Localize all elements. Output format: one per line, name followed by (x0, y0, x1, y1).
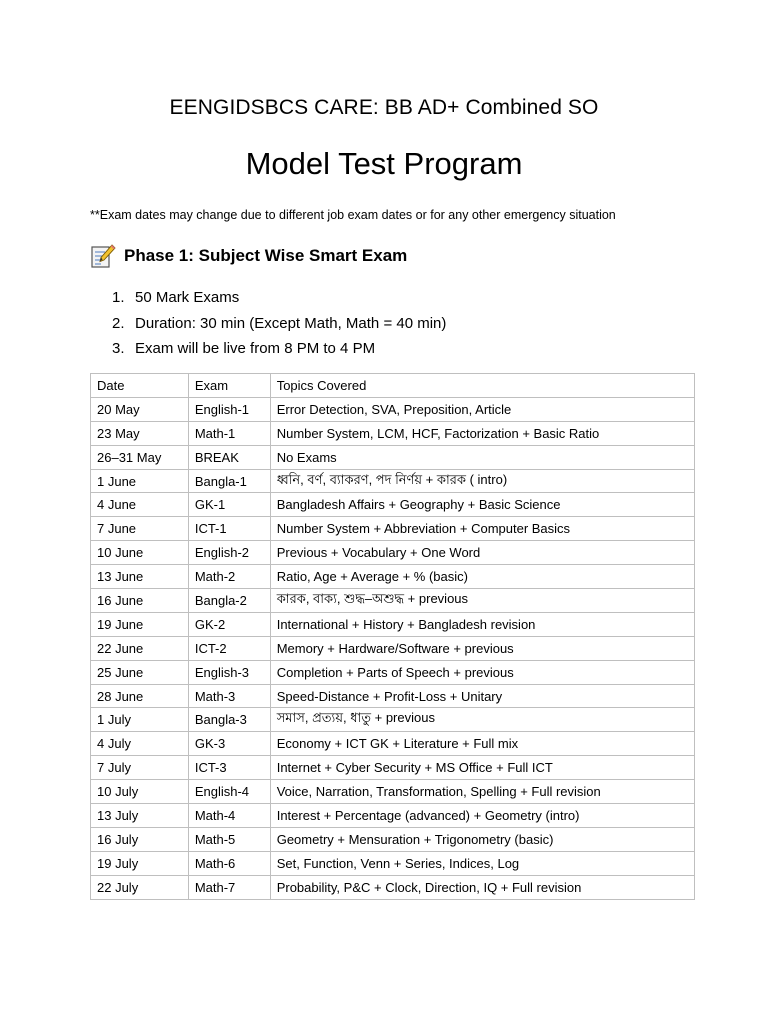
cell-topics: Geometry + Mensuration + Trigonometry (basic) (270, 827, 694, 851)
cell-date: 16 June (91, 589, 189, 613)
table-row (91, 517, 695, 541)
cell-date: 10 July (91, 780, 189, 804)
cell-date: 4 June (91, 493, 189, 517)
cell-date: 22 July (91, 875, 189, 899)
cell-exam: Math-1 (188, 421, 270, 445)
list-number: 2. (112, 314, 125, 332)
cell-exam: Math-3 (188, 684, 270, 708)
table-row (91, 589, 695, 613)
cell-exam: Bangla-3 (188, 708, 270, 732)
table-row (91, 780, 695, 804)
column-header-date: Date (91, 374, 189, 398)
cell-exam: Math-6 (188, 851, 270, 875)
cell-topics: কারক, বাক্য, শুদ্ধ–অশুদ্ধ + previous (270, 589, 694, 613)
cell-exam: GK-3 (188, 732, 270, 756)
cell-date: 10 June (91, 541, 189, 565)
table-row (91, 421, 695, 445)
cell-date: 19 June (91, 612, 189, 636)
cell-topics: Speed-Distance + Profit-Loss + Unitary (270, 684, 694, 708)
phase-title: Phase 1: Subject Wise Smart Exam (124, 246, 408, 265)
exam-schedule-table (90, 373, 695, 900)
cell-exam: ICT-2 (188, 636, 270, 660)
table-row (91, 660, 695, 684)
table-row (91, 469, 695, 493)
cell-date: 23 May (91, 421, 189, 445)
table-row (91, 636, 695, 660)
list-number: 3. (112, 340, 125, 357)
list-text: 50 Mark Exams (135, 289, 240, 306)
cell-topics: Ratio, Age + Average + % (basic) (270, 565, 694, 589)
cell-topics: Number System + Abbreviation + Computer Basics (270, 517, 694, 541)
cell-topics: Error Detection, SVA, Preposition, Article (270, 397, 694, 421)
table-body (91, 397, 695, 899)
table-row (91, 684, 695, 708)
table-row (91, 804, 695, 828)
cell-topics: ধ্বনি, বর্ণ, ব্যাকরণ, পদ নির্ণয় + কারক ( intro) (270, 469, 694, 493)
cell-topics: Bangladesh Affairs + Geography + Basic Science (270, 493, 694, 517)
cell-exam: Bangla-2 (188, 589, 270, 613)
exam-rules-list (112, 285, 446, 362)
cell-date: 7 July (91, 756, 189, 780)
table-row (91, 541, 695, 565)
table-row (91, 612, 695, 636)
cell-date: 1 July (91, 708, 189, 732)
cell-topics: International + History + Bangladesh revision (270, 612, 694, 636)
cell-topics: Economy + ICT GK + Literature + Full mix (270, 732, 694, 756)
cell-exam: ICT-3 (188, 756, 270, 780)
cell-topics: Number System, LCM, HCF, Factorization + Basic Ratio (270, 421, 694, 445)
column-header-exam: Exam (188, 374, 270, 398)
cell-date: 13 July (91, 804, 189, 828)
table-row (91, 708, 695, 732)
table-header-row (91, 374, 695, 398)
cell-date: 13 June (91, 565, 189, 589)
cell-exam: English-3 (188, 660, 270, 684)
page-title: Model Test Program (245, 146, 523, 181)
cell-topics: Memory + Hardware/Software + previous (270, 636, 694, 660)
list-item (112, 336, 446, 362)
cell-topics: সমাস, প্রত্যয়, ধাতু + previous (270, 708, 694, 732)
column-header-topics: Topics Covered (270, 374, 694, 398)
cell-date: 19 July (91, 851, 189, 875)
list-item (112, 311, 446, 337)
cell-date: 16 July (91, 827, 189, 851)
cell-date: 25 June (91, 660, 189, 684)
list-number: 1. (112, 289, 125, 306)
table-row (91, 445, 695, 469)
cell-exam: Math-2 (188, 565, 270, 589)
cell-exam: English-1 (188, 397, 270, 421)
cell-date: 28 June (91, 684, 189, 708)
cell-exam: GK-1 (188, 493, 270, 517)
phase-heading (90, 243, 407, 269)
table-row (91, 493, 695, 517)
cell-exam: BREAK (188, 445, 270, 469)
cell-topics: Probability, P&C + Clock, Direction, IQ + Full revision (270, 875, 694, 899)
cell-date: 7 June (91, 517, 189, 541)
cell-date: 4 July (91, 732, 189, 756)
cell-exam: Math-4 (188, 804, 270, 828)
org-title: EENGIDSBCS CARE: BB AD+ Combined SO (169, 96, 599, 119)
list-item (112, 285, 446, 311)
table-row (91, 732, 695, 756)
table-row (91, 851, 695, 875)
table-row (91, 756, 695, 780)
cell-topics: Internet + Cyber Security + MS Office + Full ICT (270, 756, 694, 780)
cell-date: 1 June (91, 469, 189, 493)
table-row (91, 565, 695, 589)
table-row (91, 827, 695, 851)
cell-exam: English-2 (188, 541, 270, 565)
cell-topics: Previous + Vocabulary + One Word (270, 541, 694, 565)
cell-exam: Math-7 (188, 875, 270, 899)
cell-exam: Math-5 (188, 827, 270, 851)
cell-exam: Bangla-1 (188, 469, 270, 493)
memo-icon (90, 243, 116, 269)
cell-topics: Interest + Percentage (advanced) + Geometry (intro) (270, 804, 694, 828)
cell-exam: ICT-1 (188, 517, 270, 541)
list-text: Exam will be live from 8 PM to 4 PM (135, 340, 376, 357)
cell-date: 20 May (91, 397, 189, 421)
cell-date: 22 June (91, 636, 189, 660)
table-row (91, 875, 695, 899)
cell-topics: Set, Function, Venn + Series, Indices, Log (270, 851, 694, 875)
cell-topics: No Exams (270, 445, 694, 469)
cell-exam: English-4 (188, 780, 270, 804)
exam-date-note: **Exam dates may change due to different job exam dates or for any other emergency situation (90, 208, 616, 222)
list-text: Duration: 30 min (Except Math, Math = 40 min) (135, 314, 447, 332)
cell-topics: Completion + Parts of Speech + previous (270, 660, 694, 684)
table-row (91, 397, 695, 421)
cell-date: 26–31 May (91, 445, 189, 469)
cell-topics: Voice, Narration, Transformation, Spelling + Full revision (270, 780, 694, 804)
cell-exam: GK-2 (188, 612, 270, 636)
